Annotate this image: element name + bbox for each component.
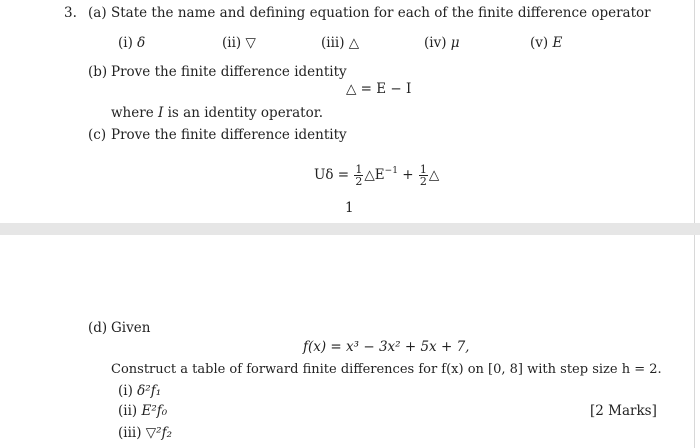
frac-num: 1 xyxy=(355,163,363,176)
item-label: (i) xyxy=(118,35,133,51)
page-1 xyxy=(0,0,695,223)
fraction-half-2 xyxy=(419,164,428,187)
part-a-item-1 xyxy=(118,35,145,51)
part-c-equation xyxy=(314,163,439,187)
eq-lhs: Uδ = xyxy=(314,167,354,183)
frac-den: 2 xyxy=(355,175,363,188)
eq-plus: + xyxy=(397,167,418,183)
item-symbol: μ xyxy=(450,35,460,51)
item-symbol: δ xyxy=(137,35,146,51)
page-number: 1 xyxy=(345,200,354,216)
item-label: (ii) xyxy=(222,35,242,51)
item-symbol: E xyxy=(552,35,563,51)
part-c-label: (c) xyxy=(88,127,107,143)
frac-num: 1 xyxy=(419,163,427,176)
item-label: (iii) xyxy=(118,425,142,441)
part-d-item-2 xyxy=(118,403,167,419)
frac-den: 2 xyxy=(419,175,427,188)
item-label: (iv) xyxy=(424,35,447,51)
part-d-item-1 xyxy=(118,383,161,399)
part-a-item-5 xyxy=(530,35,562,51)
part-d-function: f(x) = x³ − 3x² + 5x + 7, xyxy=(303,339,470,355)
item-label: (i) xyxy=(118,383,133,399)
part-a-item-2 xyxy=(222,35,256,51)
identity-var: I xyxy=(157,105,164,121)
part-b-equation: △ = E − I xyxy=(346,81,412,97)
marks-label: [2 Marks] xyxy=(590,403,657,419)
part-b-label: (b) xyxy=(88,64,108,80)
fraction-half xyxy=(354,164,363,187)
item-expr: δ²f₁ xyxy=(137,383,162,399)
part-d-text: Given xyxy=(111,320,151,336)
part-d-item-3 xyxy=(118,425,172,441)
part-d-label: (d) xyxy=(88,320,108,336)
item-label: (v) xyxy=(530,35,549,51)
page-gap xyxy=(0,223,700,235)
item-symbol: △ xyxy=(348,35,360,51)
part-a-item-4 xyxy=(424,35,460,51)
part-a-label: (a) xyxy=(88,5,107,21)
part-c-text: Prove the finite difference identity xyxy=(111,127,347,143)
page-2 xyxy=(0,235,695,448)
item-label: (iii) xyxy=(321,35,345,51)
where-text-end: is an identity operator. xyxy=(163,105,323,121)
part-d-instruction: Construct a table of forward finite differences for f(x) on [0, 8] with step size h = 2. xyxy=(111,362,662,377)
part-a-text: State the name and defining equation for each of the finite difference operator xyxy=(111,5,651,21)
item-label: (ii) xyxy=(118,403,138,419)
item-expr: ▽²f₂ xyxy=(145,425,172,441)
eq-term2: △ xyxy=(428,167,440,183)
part-b-where xyxy=(111,105,323,121)
part-b-text: Prove the finite difference identity xyxy=(111,64,347,80)
where-text: where xyxy=(111,105,158,121)
item-expr: E²f₀ xyxy=(141,403,168,419)
part-a-item-3 xyxy=(321,35,359,51)
question-number: 3. xyxy=(64,5,77,21)
eq-term1: △E xyxy=(364,167,385,183)
item-symbol: ▽ xyxy=(245,35,256,51)
eq-term1-exp: −1 xyxy=(384,166,398,176)
